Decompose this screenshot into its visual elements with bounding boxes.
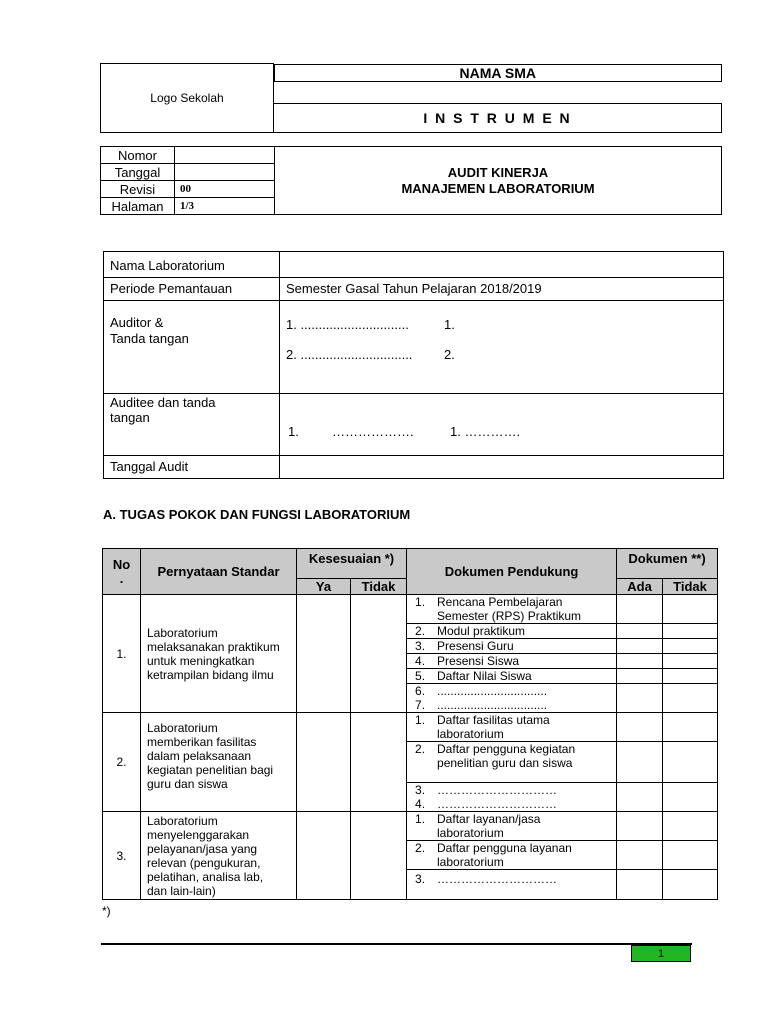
doc-text-line: Semester (RPS) Praktikum [437,609,582,623]
doc-title [275,147,722,215]
doc-text-line: Rencana Pembelajaran [437,595,563,609]
meta-value-nomor [175,147,275,164]
periode-value-text: Semester Gasal Tahun Pelajaran 2018/2019 [286,281,542,296]
doc-num: 2. [415,742,426,756]
cell-ada[interactable] [617,639,663,654]
cell-tidak-dok[interactable] [663,654,718,669]
doc-text-line: Daftar layanan/jasa [437,812,541,826]
cell-ada[interactable] [617,870,663,900]
col-ya-header [297,579,351,595]
doc-title-line-1: AUDIT KINERJA [447,164,549,180]
periode-label-text: Periode Pemantauan [110,281,233,296]
cell-tidak-dok[interactable] [663,713,718,742]
nama-lab-label-text: Nama Laboratorium [110,258,225,273]
doc-text: ................................. [437,684,548,698]
col-kesesuaian-text: Kesesuaian *) [308,551,395,566]
col-tidak-text: Tidak [361,579,396,594]
doc-num: 2. [415,841,426,855]
logo-label: Logo Sekolah [150,91,224,105]
meta-value-halaman [175,198,275,215]
row-no-text: 1. [116,646,127,661]
doc-item [407,669,617,684]
auditor-label-line-1: Auditor & [110,315,164,330]
doc-text-line: laboratorium [437,826,504,840]
header-meta-table [100,146,722,215]
auditor-line-1-b: 1. [444,317,455,332]
col-dokumen-pendukung-header [407,549,617,595]
doc-item [407,713,617,742]
footnote: *) [102,904,111,918]
auditor-line-2-b: 2. [444,347,455,362]
col-ada-text: Ada [627,579,652,594]
cell-ada[interactable] [617,713,663,742]
col-dokumen-header [617,549,718,579]
doc-item [407,624,617,639]
col-pernyataan-header [141,549,297,595]
standar-line: pelatihan, analisa lab, [147,869,264,884]
tanggal-audit-label-text: Tanggal Audit [110,459,189,474]
auditor-label-line-2: Tanda tangan [110,331,189,346]
cell-ada[interactable] [617,684,663,713]
doc-item [407,841,617,870]
header-title-table [100,63,722,133]
col-tidak2-text: Tidak [673,579,707,594]
doc-item [407,595,617,624]
cell-ya[interactable] [297,595,351,713]
standar-line: pelayanan/jasa yang [147,841,258,856]
doc-item [407,654,617,669]
meta-value-text: 00 [180,183,191,195]
col-pernyataan-text: Pernyataan Standar [157,564,280,579]
table-row [103,812,718,841]
col-no-text: No [112,556,131,572]
doc-text [437,841,607,869]
row-no-text: 3. [116,848,127,863]
cell-ada[interactable] [617,595,663,624]
row-no [103,812,141,900]
auditee-line-b: 1. …………. [450,424,521,439]
doc-text [437,713,607,741]
doc-item [407,797,617,812]
cell-ada[interactable] [617,669,663,684]
row-no-text: 2. [116,755,127,769]
doc-text: ………………………… [437,783,558,797]
doc-item [407,870,617,900]
doc-item [407,698,617,713]
meta-value-tanggal [175,164,275,181]
doc-item [407,742,617,783]
doc-num: 3. [415,639,426,653]
doc-num: 4. [415,654,426,668]
cell-tidak-dok[interactable] [663,841,718,870]
doc-text-line: Daftar fasilitas utama [437,713,550,727]
standar-line: menyelenggarakan [147,827,250,842]
cell-tidak[interactable] [351,595,407,713]
col-no-dot: . [119,570,124,586]
page-number-badge [631,945,691,962]
auditor-signature-area[interactable] [280,301,724,394]
cell-tidak-dok[interactable] [663,639,718,654]
doc-num: 6. [415,684,426,698]
doc-text: Daftar Nilai Siswa [437,669,532,683]
standar-line: melaksanakan praktikum [147,639,280,654]
doc-item [407,684,617,699]
standar-line: untuk meningkatkan [147,653,255,668]
doc-num: 2. [415,624,426,638]
cell-tidak-dok[interactable] [663,595,718,624]
standar-line: Laboratorium [147,625,218,640]
cell-ya[interactable] [297,812,351,900]
standar-line: memberikan fasilitas [147,735,257,749]
cell-tidak-dok[interactable] [663,870,718,900]
cell-ada[interactable] [617,783,663,812]
col-dokumen-pendukung-text: Dokumen Pendukung [444,564,579,579]
doc-num: 1. [415,812,426,826]
section-title: A. TUGAS POKOK DAN FUNGSI LABORATORIUM [103,507,411,522]
auditor-line-2-a: 2. ............................... [286,347,413,362]
page-number-text: 1 [657,947,665,960]
meta-value-revisi [175,181,275,198]
auditee-label-line-1: Auditee dan tanda [110,395,216,410]
cell-tidak-dok[interactable] [663,624,718,639]
auditee-line-dots: ………………. [332,424,414,439]
doc-text [437,812,607,840]
cell-tidak-dok[interactable] [663,783,718,812]
school-name-text: NAMA SMA [459,64,536,81]
periode-value [280,278,724,301]
doc-text [437,742,607,770]
footer-divider [101,943,692,945]
col-no-header [103,549,141,595]
doc-type-text: I N S T R U M E N [423,110,572,126]
doc-title-line-2: MANAJEMEN LABORATORIUM [401,180,595,196]
audit-table [102,548,718,900]
doc-text-line: Daftar pengguna layanan [437,841,572,855]
nama-lab-value[interactable] [280,252,724,278]
doc-num: 4. [415,797,426,811]
standar-line: kegiatan penelitian bagi [147,763,274,777]
doc-text: Presensi Guru [437,639,514,653]
doc-text-line: laboratorium [437,727,504,741]
doc-num: 1. [415,713,426,727]
doc-item [407,783,617,798]
auditor-label [104,301,280,394]
meta-label-text: Nomor [117,147,157,163]
doc-text-line: Daftar pengguna kegiatan [437,742,576,756]
row-no [103,595,141,713]
cell-ada[interactable] [617,812,663,841]
doc-text: ………………………… [437,872,558,886]
cell-tidak-dok[interactable] [663,669,718,684]
doc-item [407,812,617,841]
cell-tidak[interactable] [351,812,407,900]
periode-label [104,278,280,301]
cell-ada[interactable] [617,624,663,639]
cell-tidak-dok[interactable] [663,742,718,783]
row-standar [141,713,297,812]
doc-text: Modul praktikum [437,624,526,638]
col-kesesuaian-header [297,549,407,579]
cell-ada[interactable] [617,841,663,870]
table-row [103,713,718,742]
nama-lab-label [104,252,280,278]
doc-text-line: penelitian guru dan siswa [437,756,573,770]
cell-tidak[interactable] [351,713,407,812]
cell-ada[interactable] [617,654,663,669]
auditor-line-1-a: 1. .............................. [286,317,409,332]
tanggal-audit-value[interactable] [280,456,724,479]
auditee-label-line-2: tangan [110,410,150,425]
standar-line: Laboratorium [147,813,218,828]
doc-text: Presensi Siswa [437,654,520,668]
doc-num: 3. [415,783,426,797]
row-no [103,713,141,812]
meta-label-nomor [101,147,175,164]
cell-ya[interactable] [297,713,351,812]
standar-line: relevan (pengukuran, [147,855,261,870]
meta-label-revisi [101,181,175,198]
col-dokumen-text: Dokumen **) [628,551,706,566]
standar-line: guru dan siswa [147,777,228,791]
row-standar [141,812,297,900]
doc-type [274,104,722,133]
doc-item [407,639,617,654]
standar-line: ketrampilan bidang ilmu [147,667,274,682]
cell-tidak-dok[interactable] [663,812,718,841]
doc-text: ................................. [437,698,548,712]
cell-tidak-dok[interactable] [663,684,718,713]
doc-num: 5. [415,669,426,683]
col-ada-header [617,579,663,595]
doc-text: ………………………… [437,797,558,811]
logo-placeholder [101,64,274,133]
row-standar [141,595,297,713]
doc-text [437,595,607,623]
meta-label-text: Tanggal [114,164,161,180]
col-tidak2-header [663,579,718,595]
col-ya-text: Ya [315,579,332,594]
standar-line: dalam pelaksanaan [147,749,252,763]
table-row [103,595,718,624]
cell-ada[interactable] [617,742,663,783]
auditee-label [104,394,280,456]
meta-label-halaman [101,198,175,215]
auditee-line-a: 1. [288,424,299,439]
doc-num: 1. [415,595,426,609]
doc-num: 7. [415,698,426,712]
meta-label-text: Revisi [119,181,156,197]
col-tidak-header [351,579,407,595]
tanggal-audit-label [104,456,280,479]
meta-label-text: Halaman [111,198,164,214]
doc-num: 3. [415,872,426,886]
standar-line: dan lain-lain) [147,883,216,898]
auditee-signature-area[interactable] [280,394,724,456]
standar-line: Laboratorium [147,721,218,735]
school-name [274,64,722,82]
meta-label-tanggal [101,164,175,181]
info-table [103,251,724,479]
meta-value-text: 1/3 [180,200,195,212]
doc-text-line: laboratorium [437,855,504,869]
